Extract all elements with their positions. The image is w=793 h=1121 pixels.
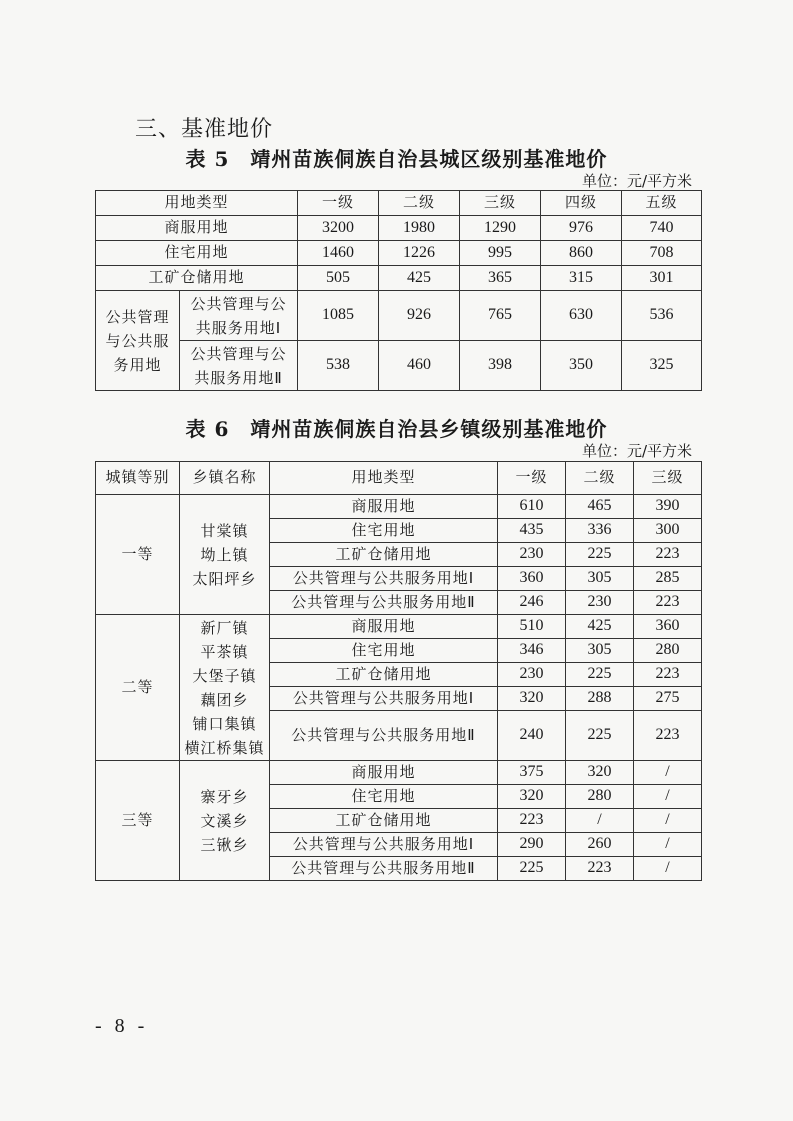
price-cell: 460	[379, 341, 460, 391]
price-cell: 246	[498, 591, 566, 615]
town-list-cell	[180, 615, 270, 761]
land-type-cell: 公共管理与公共服务用地Ⅰ	[270, 833, 498, 857]
price-cell: 301	[622, 266, 702, 291]
price-cell: 510	[498, 615, 566, 639]
land-type-cell: 住宅用地	[270, 639, 498, 663]
price-cell: /	[634, 761, 702, 785]
price-cell: 765	[460, 291, 541, 341]
price-cell: 360	[634, 615, 702, 639]
price-cell: 260	[566, 833, 634, 857]
land-type-cell: 工矿仓储用地	[96, 266, 298, 291]
price-cell: 995	[460, 241, 541, 266]
price-cell: 425	[566, 615, 634, 639]
table6-header-row	[96, 462, 702, 495]
price-cell: 538	[298, 341, 379, 391]
land-type-cell: 商服用地	[270, 495, 498, 519]
table5-header-level: 二级	[379, 191, 460, 216]
price-cell: 223	[566, 857, 634, 881]
price-cell: 225	[566, 711, 634, 761]
price-cell: 708	[622, 241, 702, 266]
land-type-cell: 商服用地	[270, 761, 498, 785]
price-cell: 346	[498, 639, 566, 663]
price-cell: 300	[634, 519, 702, 543]
price-cell: 1085	[298, 291, 379, 341]
price-cell: 1460	[298, 241, 379, 266]
town-name: 三锹乡	[200, 835, 249, 854]
price-cell: 230	[498, 543, 566, 567]
price-cell: 288	[566, 687, 634, 711]
table6-title: 表 6 靖州苗族侗族自治县乡镇级别基准地价	[185, 417, 608, 441]
price-cell: 280	[566, 785, 634, 809]
grade-cell: 二等	[96, 615, 180, 761]
price-cell: 926	[379, 291, 460, 341]
price-cell: 390	[634, 495, 702, 519]
land-subtype-cell: 公共管理与公共服务用地Ⅱ	[180, 341, 298, 391]
price-cell: 305	[566, 567, 634, 591]
table6-unit: 单位：元/平方米	[582, 442, 693, 460]
table-row	[96, 761, 702, 785]
land-type-cell: 住宅用地	[270, 785, 498, 809]
price-cell: 325	[622, 341, 702, 391]
price-cell: 350	[541, 341, 622, 391]
town-name: 大堡子镇	[192, 666, 257, 685]
price-cell: 320	[498, 785, 566, 809]
price-cell: /	[634, 833, 702, 857]
table6-header-level: 一级	[498, 462, 566, 495]
land-type-cell: 公共管理与公共服务用地Ⅱ	[270, 591, 498, 615]
grade-cell: 三等	[96, 761, 180, 881]
town-name: 文溪乡	[200, 811, 249, 830]
town-name: 太阳坪乡	[192, 569, 257, 588]
price-cell: 860	[541, 241, 622, 266]
town-name: 横江桥集镇	[184, 738, 265, 757]
price-cell: 225	[566, 543, 634, 567]
price-cell: 610	[498, 495, 566, 519]
land-type-cell: 公共管理与公共服务用地Ⅱ	[270, 711, 498, 761]
land-type-cell: 公共管理与公共服务用地Ⅰ	[270, 567, 498, 591]
table6-header-type: 用地类型	[270, 462, 498, 495]
price-cell: 315	[541, 266, 622, 291]
table6-header-town: 乡镇名称	[180, 462, 270, 495]
table5-header-row	[96, 191, 702, 216]
table-row	[96, 341, 702, 391]
price-cell: 465	[566, 495, 634, 519]
price-cell: 223	[634, 591, 702, 615]
price-cell: 275	[634, 687, 702, 711]
price-cell: /	[566, 809, 634, 833]
price-cell: 398	[460, 341, 541, 391]
table-row	[96, 291, 702, 341]
table6	[95, 461, 702, 881]
town-list-cell	[180, 495, 270, 615]
price-cell: 223	[634, 711, 702, 761]
table5-unit: 单位：元/平方米	[582, 172, 693, 190]
town-name: 铺口集镇	[192, 714, 257, 733]
price-cell: 536	[622, 291, 702, 341]
price-cell: 305	[566, 639, 634, 663]
page-number: - 8 -	[95, 1015, 149, 1037]
table-row	[96, 615, 702, 639]
table5-header-level: 一级	[298, 191, 379, 216]
town-name: 藕团乡	[200, 690, 249, 709]
table5	[95, 190, 702, 391]
price-cell: /	[634, 857, 702, 881]
price-cell: 976	[541, 216, 622, 241]
table6-header-level: 二级	[566, 462, 634, 495]
price-cell: 280	[634, 639, 702, 663]
table5-header-level: 四级	[541, 191, 622, 216]
table6-header-grade: 城镇等别	[96, 462, 180, 495]
land-type-cell: 工矿仓储用地	[270, 663, 498, 687]
price-cell: 505	[298, 266, 379, 291]
price-cell: 365	[460, 266, 541, 291]
price-cell: 360	[498, 567, 566, 591]
price-cell: 740	[622, 216, 702, 241]
price-cell: 425	[379, 266, 460, 291]
table5-header-level: 三级	[460, 191, 541, 216]
land-type-cell: 住宅用地	[270, 519, 498, 543]
land-type-cell: 商服用地	[270, 615, 498, 639]
land-type-cell: 公共管理与公共服务用地Ⅱ	[270, 857, 498, 881]
land-type-cell: 工矿仓储用地	[270, 809, 498, 833]
town-name: 平茶镇	[200, 642, 249, 661]
price-cell: 1980	[379, 216, 460, 241]
table5-header-level: 五级	[622, 191, 702, 216]
table6-header-level: 三级	[634, 462, 702, 495]
table-row	[96, 241, 702, 266]
land-type-cell: 住宅用地	[96, 241, 298, 266]
land-type-cell: 工矿仓储用地	[270, 543, 498, 567]
public-group-cell: 公共管理与公共服务用地	[96, 291, 180, 391]
town-name: 坳上镇	[200, 545, 249, 564]
land-type-cell: 商服用地	[96, 216, 298, 241]
town-name: 寨牙乡	[200, 787, 249, 806]
price-cell: 240	[498, 711, 566, 761]
price-cell: 230	[566, 591, 634, 615]
price-cell: 320	[498, 687, 566, 711]
town-name: 新厂镇	[200, 618, 249, 637]
price-cell: 435	[498, 519, 566, 543]
price-cell: /	[634, 809, 702, 833]
price-cell: 3200	[298, 216, 379, 241]
land-type-cell: 公共管理与公共服务用地Ⅰ	[270, 687, 498, 711]
price-cell: 223	[634, 543, 702, 567]
price-cell: 1290	[460, 216, 541, 241]
town-name: 甘棠镇	[200, 521, 249, 540]
price-cell: 285	[634, 567, 702, 591]
table5-title: 表 5 靖州苗族侗族自治县城区级别基准地价	[185, 147, 608, 171]
price-cell: 290	[498, 833, 566, 857]
price-cell: 1226	[379, 241, 460, 266]
price-cell: 375	[498, 761, 566, 785]
grade-cell: 一等	[96, 495, 180, 615]
price-cell: 230	[498, 663, 566, 687]
price-cell: 320	[566, 761, 634, 785]
price-cell: 336	[566, 519, 634, 543]
price-cell: 225	[566, 663, 634, 687]
table5-header-type: 用地类型	[96, 191, 298, 216]
price-cell: 630	[541, 291, 622, 341]
price-cell: /	[634, 785, 702, 809]
table-row	[96, 266, 702, 291]
town-list-cell	[180, 761, 270, 881]
section-title: 三、基准地价	[135, 117, 274, 142]
table-row	[96, 495, 702, 519]
price-cell: 223	[498, 809, 566, 833]
price-cell: 223	[634, 663, 702, 687]
price-cell: 225	[498, 857, 566, 881]
land-subtype-cell: 公共管理与公共服务用地Ⅰ	[180, 291, 298, 341]
table-row	[96, 216, 702, 241]
